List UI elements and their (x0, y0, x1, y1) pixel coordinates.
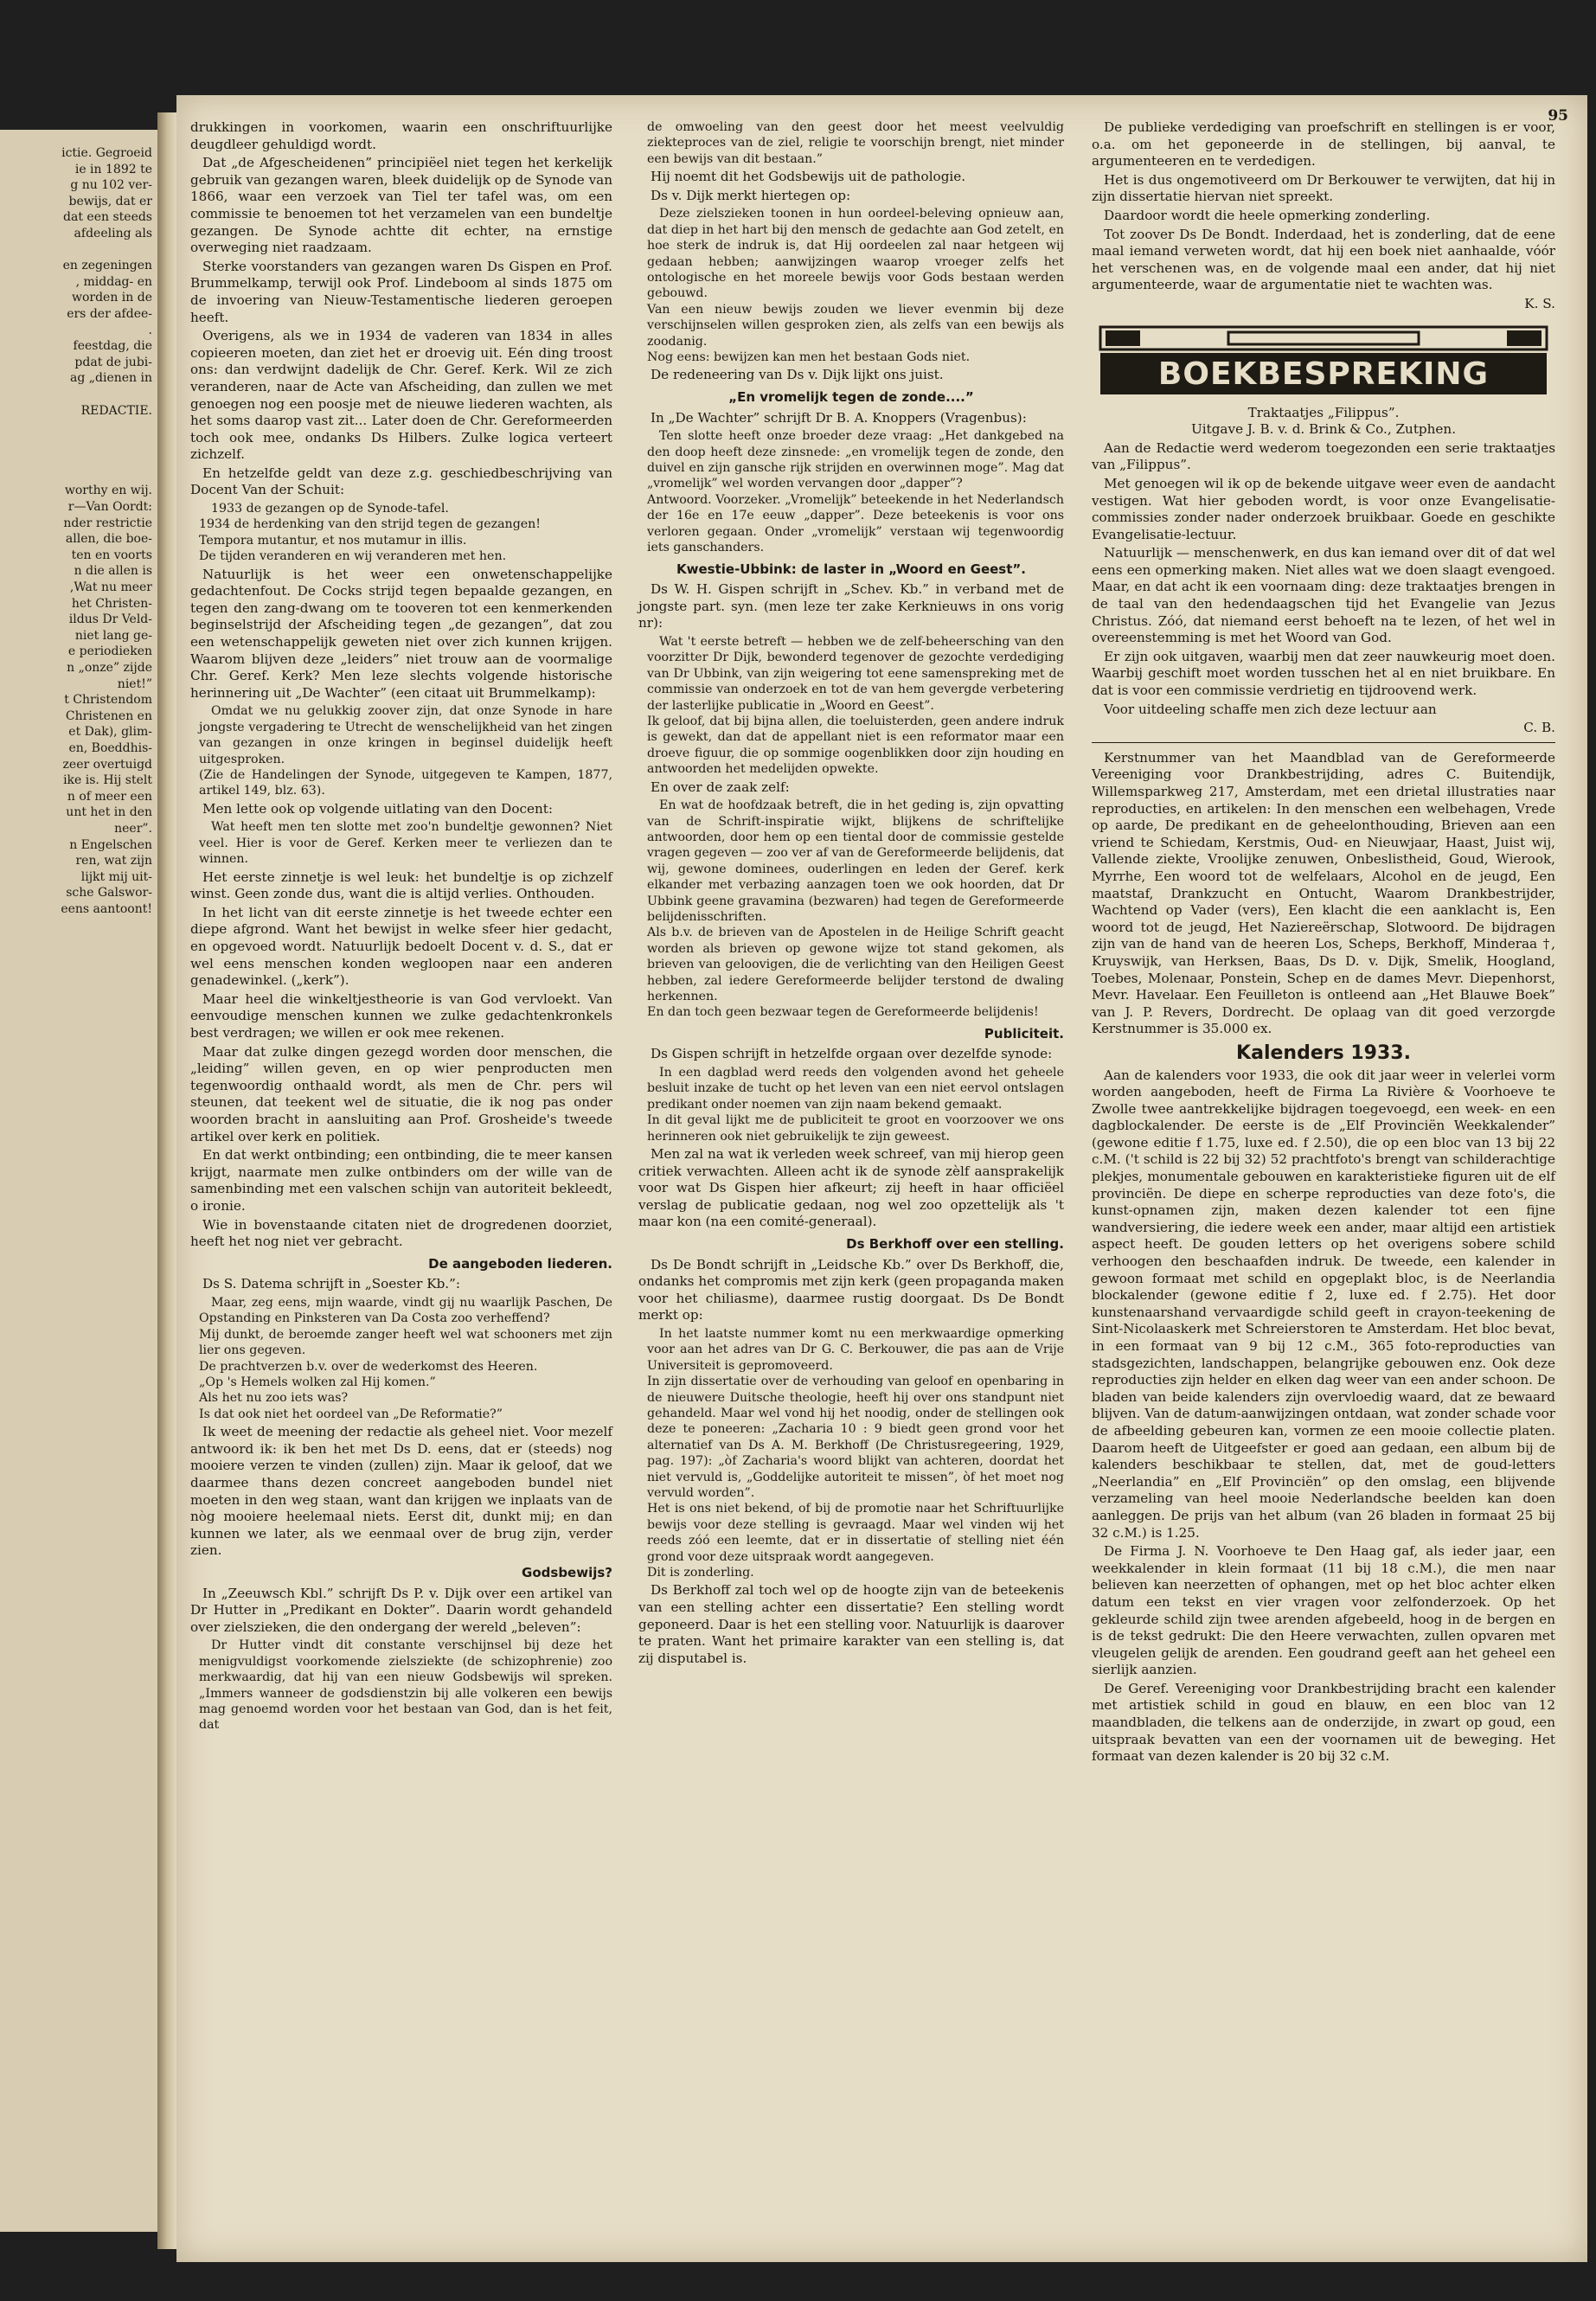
paragraph: Hij noemt dit het Godsbewijs uit de pathologie. (651, 169, 966, 185)
magazine-page (176, 95, 1587, 2262)
paragraph: Ds S. Datema schrijft in „Soester Kb.”: (202, 1276, 461, 1292)
paragraph: En over de zaak zelf: (651, 779, 790, 795)
paragraph: En dat werkt ontbinding; een ontbinding, die te meer kansen krijgt, naarmate men zulke ontbinders om der wille van de samenbinding met een valschen schijn van autoriteit bekleedt, o ironie. (190, 1147, 612, 1214)
paragraph: Ik weet de meening der redactie als geheel niet. Voor mezelf antwoord ik: ik ben het met Ds D. eens, dat er (steeds) nog mooiere verzen te vinden (zullen) zijn. Maar ik geloof, dat we daarmee thans dezen concreet aangeboden bundel niet moeten in den weg staan, want dan krijgen we inplaats van de nòg mooiere heelemaal niets. Eerst dit, dunkt mij; en dan kunnen we later, als we eenmaal over de brug zijn, verder zien. (190, 1424, 612, 1559)
quote: Maar, zeg eens, mijn waarde, vindt gij nu waarlijk Paschen, De Opstanding en Pinksteren van Da Costa zoo verheffend? Mij dunkt, de beroemde zanger heeft wel wat schooners met zijn lier ons gegeven. De prachtverzen b.v. over de wederkomst des Heeren. „Op 's Hemels wolken zal Hij komen.” Als het nu zoo iets was? Is dat ook niet het oordeel van „De Reformatie?” (199, 1295, 612, 1421)
quote: Wat heeft men ten slotte met zoo'n bundeltje gewonnen? Niet veel. Hier is voor de Geref. Kerken meer te verliezen dan te winnen. (199, 820, 612, 867)
paragraph: Aan de kalenders voor 1933, die ook dit jaar weer in velerlei vorm worden aangeboden, heeft de Firma La Rivière & Voorhoeve te Zwolle twee aantrekkelijke bijdragen toegevoegd, een week- en een dagblockalender. De eerste is de „Elf Provinciën Weekkalender” (gewone editie f 1.75, luxe ed. f 2.50), die op een bloc van 13 bij 22 c.M. ('t schild is 22 bij 32) 52 prachtfoto's brengt van schilderachtige plekjes, monumentale gebouwen en karakteristieke figuren uit de elf provinciën. De diepe en scherpe reproducties van deze foto's, die kunst-opnamen zijn, maken dezen kalender tot een fijne wandversiering, die iedere week een ander, maar altijd een artistiek aspect heeft. De gouden letters op het overigens sobere schild verhoogen den beschaafden indruk. De tweede, een kalender in gewoon formaat met schild en opgeplakt bloc, is de Neerlandia blockalender (gewone editie f 2, luxe ed. f 2.75). Het door kunstenaarshand vervaardigde schild geeft in crayon-teekening de Sint-Nicolaaskerk met Schreierstoren te Amsterdam. Het bloc bevat, in een formaat van 9 bij 12 c.M., 365 foto-reproducties van stadsgezichten, landschappen, belangrijke gebouwen enz. Ook deze reproducties zijn helder en elken dag weer van een ander schoon. De bladen van beide kalenders zijn overvloedig waard, dat ze bewaard blijven. Van de datum-aanwijzingen ontdaan, wat zonder schade voor de afbeelding gebeuren kan, vormen ze een mooie collectie platen. Daarom heeft de Uitgeefster er goed aan gedaan, een album bij de kalenders beschikbaar te stellen, dat, met de goud-letters „Neerlandia” en „Elf Provinciën” op den omslag, een blijvende verzameling van heel mooie Nederlandsche beelden kan doen aanleggen. De prijs van het album (van 26 bladen in formaat 25 bij 32 c.M.) is 1.25. (1092, 1067, 1555, 1541)
paragraph: Aan de Redactie werd wederom toegezonden een serie traktaatjes van „Filippus”. (1092, 439, 1555, 473)
quote: Omdat we nu gelukkig zoover zijn, dat onze Synode in hare jongste vergadering te Utrecht de wenschelijkheid van het zingen van gezangen in onze kringen in beginsel duidelijk heeft uitgesproken. (Zie de Handelingen der Synode, uitgegeven te Kampen, 1877, artikel 149, blz. 63). (199, 704, 612, 798)
paragraph: In „De Wachter” schrijft Dr B. A. Knoppers (Vragenbus): (651, 409, 1027, 426)
paragraph: Overigens, als we in 1934 de vaderen van 1834 in alles copieeren moeten, dan ziet het er droevig uit. Eén ding troost ons: dan verdwijnt dadelijk de Chr. Geref. Kerk. Wil ze zich veranderen, naar de Acte van Afscheiding, dan zullen we met genoegen nog een poosje met de nieuwe liederen wachten, als het soms daarop vast zit... Later doen de Chr. Gereformeerden toch ook mee, ondanks Ds Hilbers. Zulke logica verteert zichzelf. (190, 328, 612, 463)
paragraph: Kerstnummer van het Maandblad van de Gereformeerde Vereeniging voor Drankbestrijding, adres C. Buitendijk, Willemsparkweg 217, Amsterdam, met een drietal illustraties naar reproducties, en artikelen: In den menschen een welbehagen, Vrede op aarde, De predikant en de geheelonthouding, Brieven aan een vriend te Schiedam, Kerstmis, Oud- en Nieuwjaar, Haast, Juist wij, Vallende ziekte, Vroolijke zenuwen, Onbeslistheid, Goud, Wierook, Myrrhe, Een woord tot de welfelaars, Alcohol en de jeugd, Een maatstaf, Drankzucht en Ontucht, Waarom Drankbestrijder, Wachtend op Vader (vers), Een klacht die een aanklacht is, Een woord tot de jeugd, Het Naziereërschap, Slotwoord. De bijdragen zijn van de hand van de heeren Los, Scheps, Berkhoff, Minderaa †, Kruyswijk, van Herksen, Baas, Ds D. v. Dijk, Smelik, Hoogland, Toebes, Molenaar, Ponstein, Schep en de dames Mevr. Diepenhorst, Mevr. Havelaar. Een Feuilleton is ontleend aan „Het Blauwe Boek” van J. P. Revers, Dordrecht. De oplaag van dit goed verzorgde Kerstnummer is 35.000 ex. (1092, 749, 1555, 1037)
section-heading: „En vromelijk tegen de zonde....” (728, 389, 974, 406)
paragraph: Met genoegen wil ik op de bekende uitgave weer even de aandacht vestigen. Wat hier geboden wordt, is voor onze Evangelisatie-commissies zonder nader onderzoek bruikbaar. Goede en geschikte Evangelisatie-lectuur. (1092, 475, 1555, 542)
banner-title: BOEKBESPREKING (1157, 356, 1490, 392)
paragraph: Voor uitdeeling schaffe men zich deze lectuur aan (1104, 701, 1437, 717)
paragraph: Ds W. H. Gispen schrijft in „Schev. Kb.” in verband met de jongste part. syn. (men leze ter zake Kerknieuws in ons vorig nr): (638, 581, 1064, 631)
quote: In een dagblad werd reeds den volgenden avond het geheele besluit inzake de tucht op het leven van een niet eervol ontslagen predikant onder noemen van zijn naam bekend gemaakt. In dit geval lijkt me de publiciteit te groot en voorzoover we ons herinneren ook niet gebruikelijk te zijn geweest. (647, 1066, 1064, 1144)
paragraph: Het is dus ongemotiveerd om Dr Berkouwer te verwijten, dat hij in zijn dissertatie hiervan niet spreekt. (1092, 171, 1555, 205)
paragraph: Tot zoover Ds De Bondt. Inderdaad, het is zonderling, dat de eene maal iemand verweten wordt, dat hij een boek niet aanhaalde, vóór het verschenen was, en de volgende maal een ander, dat hij niet argumenteerde, waar de argumentatie niet te wachten was. (1092, 226, 1555, 293)
paragraph: De publieke verdediging van proefschrift en stellingen is er voor, o.a. om het geponeerde in de stellingen, bij aanval, te argumenteeren en te verdedigen. (1092, 119, 1555, 170)
section-heading: Kalenders 1933. (1236, 1042, 1411, 1064)
column-3 (1092, 119, 1555, 1767)
paragraph: Maar dat zulke dingen gezegd worden door menschen, die „leiding” willen geven, en op wier penproducten men tegenwoordig onthaald wordt, als men de Chr. pers wil steunen, dat teekent wel de situatie, die ik nog pas onder woorden bracht in aansluiting aan Prof. Grosheide's tweede artikel over kerk en politiek. (190, 1043, 612, 1144)
book-spine (157, 112, 176, 2249)
section-heading: Publiciteit. (984, 1025, 1064, 1042)
paragraph: De redeneering van Ds v. Dijk lijkt ons juist. (651, 367, 944, 383)
paragraph: En hetzelfde geldt van deze z.g. geschiedbeschrijving van Docent Van der Schuit: (190, 465, 612, 498)
paragraph: Natuurlijk — menschenwerk, en dus kan iemand over dit of dat wel eens een opmerking maken. Niet alles wat we doen slaagt evengoed. Maar, en dat acht ik een voornaam ding: deze traktaatjes brengen in de taal van den hedendaagschen tijd het Evangelie van Jezus Christus. Zóó, dat niemand eerst behoeft na te lezen, of het wel in overeenstemming is met het Woord van God. (1092, 545, 1555, 646)
boekbespreking-banner (1099, 324, 1548, 396)
paragraph: Wie in bovenstaande citaten niet de drogredenen doorziet, heeft het nog niet ver gebracht. (190, 1216, 612, 1250)
left-page-fragments: ictie. Gegroeid ie in 1892 te g nu 102 ver- bewijs, dat er dat een steeds afdeeling als en zegeningen , middag- en worden in de ers der afdee- . feestdag, die pdat de jubi- ag „dienen in REDACTIE. worthy en wij. r—Van Oordt: nder restrictie allen, die boe- ten en voorts n die allen is ,Wat nu meer het Christen- ildus Dr Veld- niet lang ge- e periodieken n „onze” zijde niet!” t Christendom Christenen en et Dak), glim- en, Boeddhis- zeer overtuigd ike is. Hij stelt n of meer een unt het in den neer”. n Engelschen ren, wat zijn lijkt mij uit- sche Galswor- eens aantoont! (61, 146, 152, 916)
signature: K. S. (1524, 295, 1555, 311)
quote: Dr Hutter vindt dit constante verschijnsel bij deze het menigvuldigst voorkomende zielsziekte (de schizophrenie) zoo merkwaardig, dat hij van een nieuw Godsbewijs wil spreken. „Immers wanneer de godsdienstzin bij alle volkeren een bewijs mag genoemd worden voor het bestaan van God, dan is het feit, dat (199, 1638, 612, 1733)
divider (1092, 742, 1555, 743)
paragraph: drukkingen in voorkomen, waarin een onschriftuurlijke deugdleer gehuldigd wordt. (190, 119, 612, 152)
paragraph: Men zal na wat ik verleden week schreef, van mij hierop geen critiek verwachten. Alleen acht ik de synode zèlf aansprakelijk voor wat Ds Gispen hier afkeurt; zij heeft in haar officiëel verslag de publicatie gedaan, nog wel zoo opzettelijk als 't maar kon (na een comité-generaal). (638, 1146, 1064, 1230)
paragraph: Maar heel die winkeltjestheorie is van God vervloekt. Van eenvoudige menschen kunnen we zulke gedachtenkronkels best verdragen; we willen er ook mee rekenen. (190, 990, 612, 1042)
quote: En wat de hoofdzaak betreft, die in het geding is, zijn opvatting van de Schrift-inspiratie wijkt, blijkens de schriftelijke antwoorden, door hem op een tiental door de commissie gestelde vragen gegeven — zoo ver af van de Gereformeerde belijdenis, dat wij, gewone dominees, ouderlingen en leden der Geref. kerk elkander met verbazing aanzagen toen we ook hoorden, dat Dr Ubbink geene gravamina (bezwaren) had tegen de Gereformeerde belijdenisschriften. Als b.v. de brieven van de Apostelen in de Heilige Schrift geacht worden als brieven op gewone wijze tot stand gekomen, als brieven van geloovigen, die de verlichting van den Heiligen Geest hebben, zal iedere Gereformeerde belijder terstond de dwaling herkennen. En dan toch geen bezwaar tegen de Gereformeerde belijdenis! (647, 798, 1064, 1020)
quote: Ten slotte heeft onze broeder deze vraag: „Het dankgebed na den doop heeft deze zinsnede: „en vromelijk tegen de zonde, den duivel en zijn gansche rijk strijden en overwinnen moge”. Mag dat „vromelijk” wel worden vervangen door „dapper”? Antwoord. Voorzeker. „Vromelijk” beteekende in het Nederlandsch der 16e en 17e eeuw „dapper”. Deze beteekenis is voor ons verloren gegaan. Onder „vromelijk” verstaan wij tegenwoordig iets ganschanders. (647, 429, 1064, 555)
paragraph: Ds Gispen schrijft in hetzelfde orgaan over dezelfde synode: (651, 1046, 1053, 1062)
column-1 (190, 119, 612, 1735)
book-publisher: Uitgave J. B. v. d. Brink & Co., Zutphen. (1190, 421, 1457, 438)
paragraph: Ds De Bondt schrijft in „Leidsche Kb.” over Ds Berkhoff, die, ondanks het compromis met zijn kerk (geen propaganda maken voor het chiliasme), daarmee rustig doorgaat. Ds De Bondt merkt op: (638, 1256, 1064, 1324)
paragraph: In „Zeeuwsch Kbl.” schrijft Ds P. v. Dijk over een artikel van Dr Hutter in „Predikant en Dokter”. Daarin wordt gehandeld over zielszieken, die den ondergang der wereld „beleven”: (190, 1585, 612, 1635)
book-title: Traktaatjes „Filippus”. (1247, 404, 1400, 420)
column-2 (638, 119, 1064, 1669)
paragraph: Sterke voorstanders van gezangen waren Ds Gispen en Prof. Brummelkamp, terwijl ook Prof. Lindeboom al sinds 1875 om de invoering van Nieuw-Testamentische liederen geroepen heeft. (190, 258, 612, 325)
paragraph: Men lette ook op volgende uitlating van den Docent: (202, 800, 553, 817)
quote: In het laatste nummer komt nu een merkwaardige opmerking voor aan het adres van Dr G. C. Berkouwer, die pas aan de Vrije Universiteit is gepromoveerd. In zijn dissertatie over de verhouding van geloof en openbaring in de nieuwere Duitsche theologie, heeft hij over ons standpunt niet gehandeld. Maar wel vond hij het noodig, onder de stellingen ook deze te poneeren: „Zacharia 10 : 9 biedt geen grond voor het alternatief van Ds A. M. Berkhoff (De Christusregeering, 1929, pag. 197): „òf Zacharia's woord blijkt van achteren, doordat het niet vervuld is, „Goddelijke autoriteit te missen”, òf het moet nog vervuld worden”. Het is ons niet bekend, of bij de promotie naar het Schriftuurlijke bewijs voor deze stelling is gevraagd. Maar wel vinden wij het reeds zóó een leemte, dat er in dissertatie of stelling niet één grond voor deze uitspraak wordt aangegeven. Dit is zonderling. (647, 1326, 1064, 1580)
section-heading: Kwestie-Ubbink: de laster in „Woord en Geest”. (676, 561, 1026, 577)
paragraph: Daardoor wordt die heele opmerking zonderling. (1104, 207, 1431, 223)
paragraph: Ds Berkhoff zal toch wel op de hoogte zijn van de beteekenis van een stelling achter een dissertatie? Een stelling wordt geponeerd. Daar is het een stelling voor. Natuurlijk is daarover te praten. Want het primaire karakter van een stelling is, dat zij disputabel is. (638, 1582, 1064, 1666)
quote: Wat 't eerste betreft — hebben we de zelf-beheersching van den voorzitter Dr Dijk, bewonderd tegenover de gezochte verdediging van Dr Ubbink, van zijn weigering tot eene samenspreking met de commissie van onderzoek en tot de van hem gevergde verbetering der lasterlijke publicatie in „Woord en Geest”. Ik geloof, dat bij bijna allen, die toeluisterden, geen andere indruk is gewekt, dan dat de appellant niet is een reformator maar een droeve figuur, die op sommige oogenblikken door zijn houding en antwoorden het medelijden opwekte. (647, 634, 1064, 777)
paragraph: Ds v. Dijk merkt hiertegen op: (651, 187, 851, 203)
paragraph: In het licht van dit eerste zinnetje is het tweede echter een diepe afgrond. Want het bewijst in welke sfeer hier gedacht, en opgevoed wordt. Natuurlijk bedoelt Docent v. d. S., dat er wel eens menschen konden wegloopen naar een anderen genadewinkel. („kerk”). (190, 904, 612, 989)
section-heading: De aangeboden liederen. (428, 1255, 612, 1272)
paragraph: Dat „de Afgescheidenen” principiëel niet tegen het kerkelijk gebruik van gezangen waren, bleek duidelijk op de Synode van 1866, waar een verzoek van Tiel ter tafel was, om een commissie te benoemen tot het verzamelen van een bundeltje gezangen. De Synode achtte dit echter, na ernstige overweging niet raadzaam. (190, 155, 612, 256)
banner-graphic (1099, 324, 1548, 396)
quote: de omwoeling van den geest door het meest veelvuldig ziekteproces van de ziel, religie te voorschijn brengt, niet minder een bewijs van dit bestaan.” (647, 120, 1064, 166)
page-number: 95 (1548, 107, 1568, 125)
section-heading: Godsbewijs? (522, 1564, 612, 1580)
paragraph: De Firma J. N. Voorhoeve te Den Haag gaf, als ieder jaar, een weekkalender in klein formaat (11 bij 18 c.M.), die men naar believen kan neerzetten of ophangen, met op het bloc achter elken datum een tekst en vier vragen voor zelfonderzoek. Op het gekleurde schild zijn twee arenden afgebeeld, hoog in de bergen en is de tekst gedrukt: Die den Heere verwachten, zullen opvaren met vleugelen gelijk de arenden. Een goudrand geeft aan het geheel een sierlijk aanzien. (1092, 1543, 1555, 1678)
section-heading: Ds Berkhoff over een stelling. (846, 1236, 1064, 1252)
quote: 1933 de gezangen op de Synode-tafel. 1934 de herdenking van den strijd tegen de gezangen! Tempora mutantur, et nos mutamur in illis. De tijden veranderen en wij veranderen met hen. (199, 502, 542, 564)
left-page-edge (0, 130, 157, 2232)
signature: C. B. (1523, 720, 1555, 736)
paragraph: Het eerste zinnetje is wel leuk: het bundeltje is op zichzelf winst. Geen zonde dus, want die is altijd verlies. Onthouden. (190, 868, 612, 902)
paragraph: Natuurlijk is het weer een onwetenschappelijke gedachtenfout. De Cocks strijd tegen bepaalde gezangen, en tegen den zang-dwang om te tooveren tot een kenmerkenden beginselstrijd der Afscheiding tegen „de gezangen”, dat zou een wetenschappelijk geweten niet over zich kunnen krijgen. Waarom blijven deze „leiders” niet trouw aan de voormalige Chr. Geref. Kerk? Men leze slechts volgende historische herinnering uit „De Wachter” (een citaat uit Brummelkamp): (190, 566, 612, 701)
paragraph: Er zijn ook uitgaven, waarbij men dat zeer nauwkeurig moet doen. Waarbij geschift moet worden tusschen het al en niet bruikbare. En dat is voor een commissie verdrietig en tijdroovend werk. (1092, 648, 1555, 699)
quote: Deze zielszieken toonen in hun oordeel-beleving opnieuw aan, dat diep in het hart bij den mensch de gedachte aan God zetelt, en hoe sterk de indruk is, dat Hij oordeelen zal naar hetgeen wij gedaan hebben; aanwijzingen waarop vroeger zelfs het ontologische en het moreele bewijs voor Gods bestaan werden gebouwd. Van een nieuw bewijs zouden we liever evenmin bij deze verschijnselen willen gesproken zien, als zelfs van een bewijs als zoodanig. Nog eens: bewijzen kan men het bestaan Gods niet. (647, 207, 1064, 365)
paragraph: De Geref. Vereeniging voor Drankbestrijding bracht een kalender met artistiek schild in goud en blauw, en een bloc van 12 maandbladen, die telkens aan de onderzijde, in zwart op goud, een uitspraak bevatten van een der voornamen uit de beweging. Het formaat van dezen kalender is 20 bij 32 c.M. (1092, 1680, 1555, 1765)
